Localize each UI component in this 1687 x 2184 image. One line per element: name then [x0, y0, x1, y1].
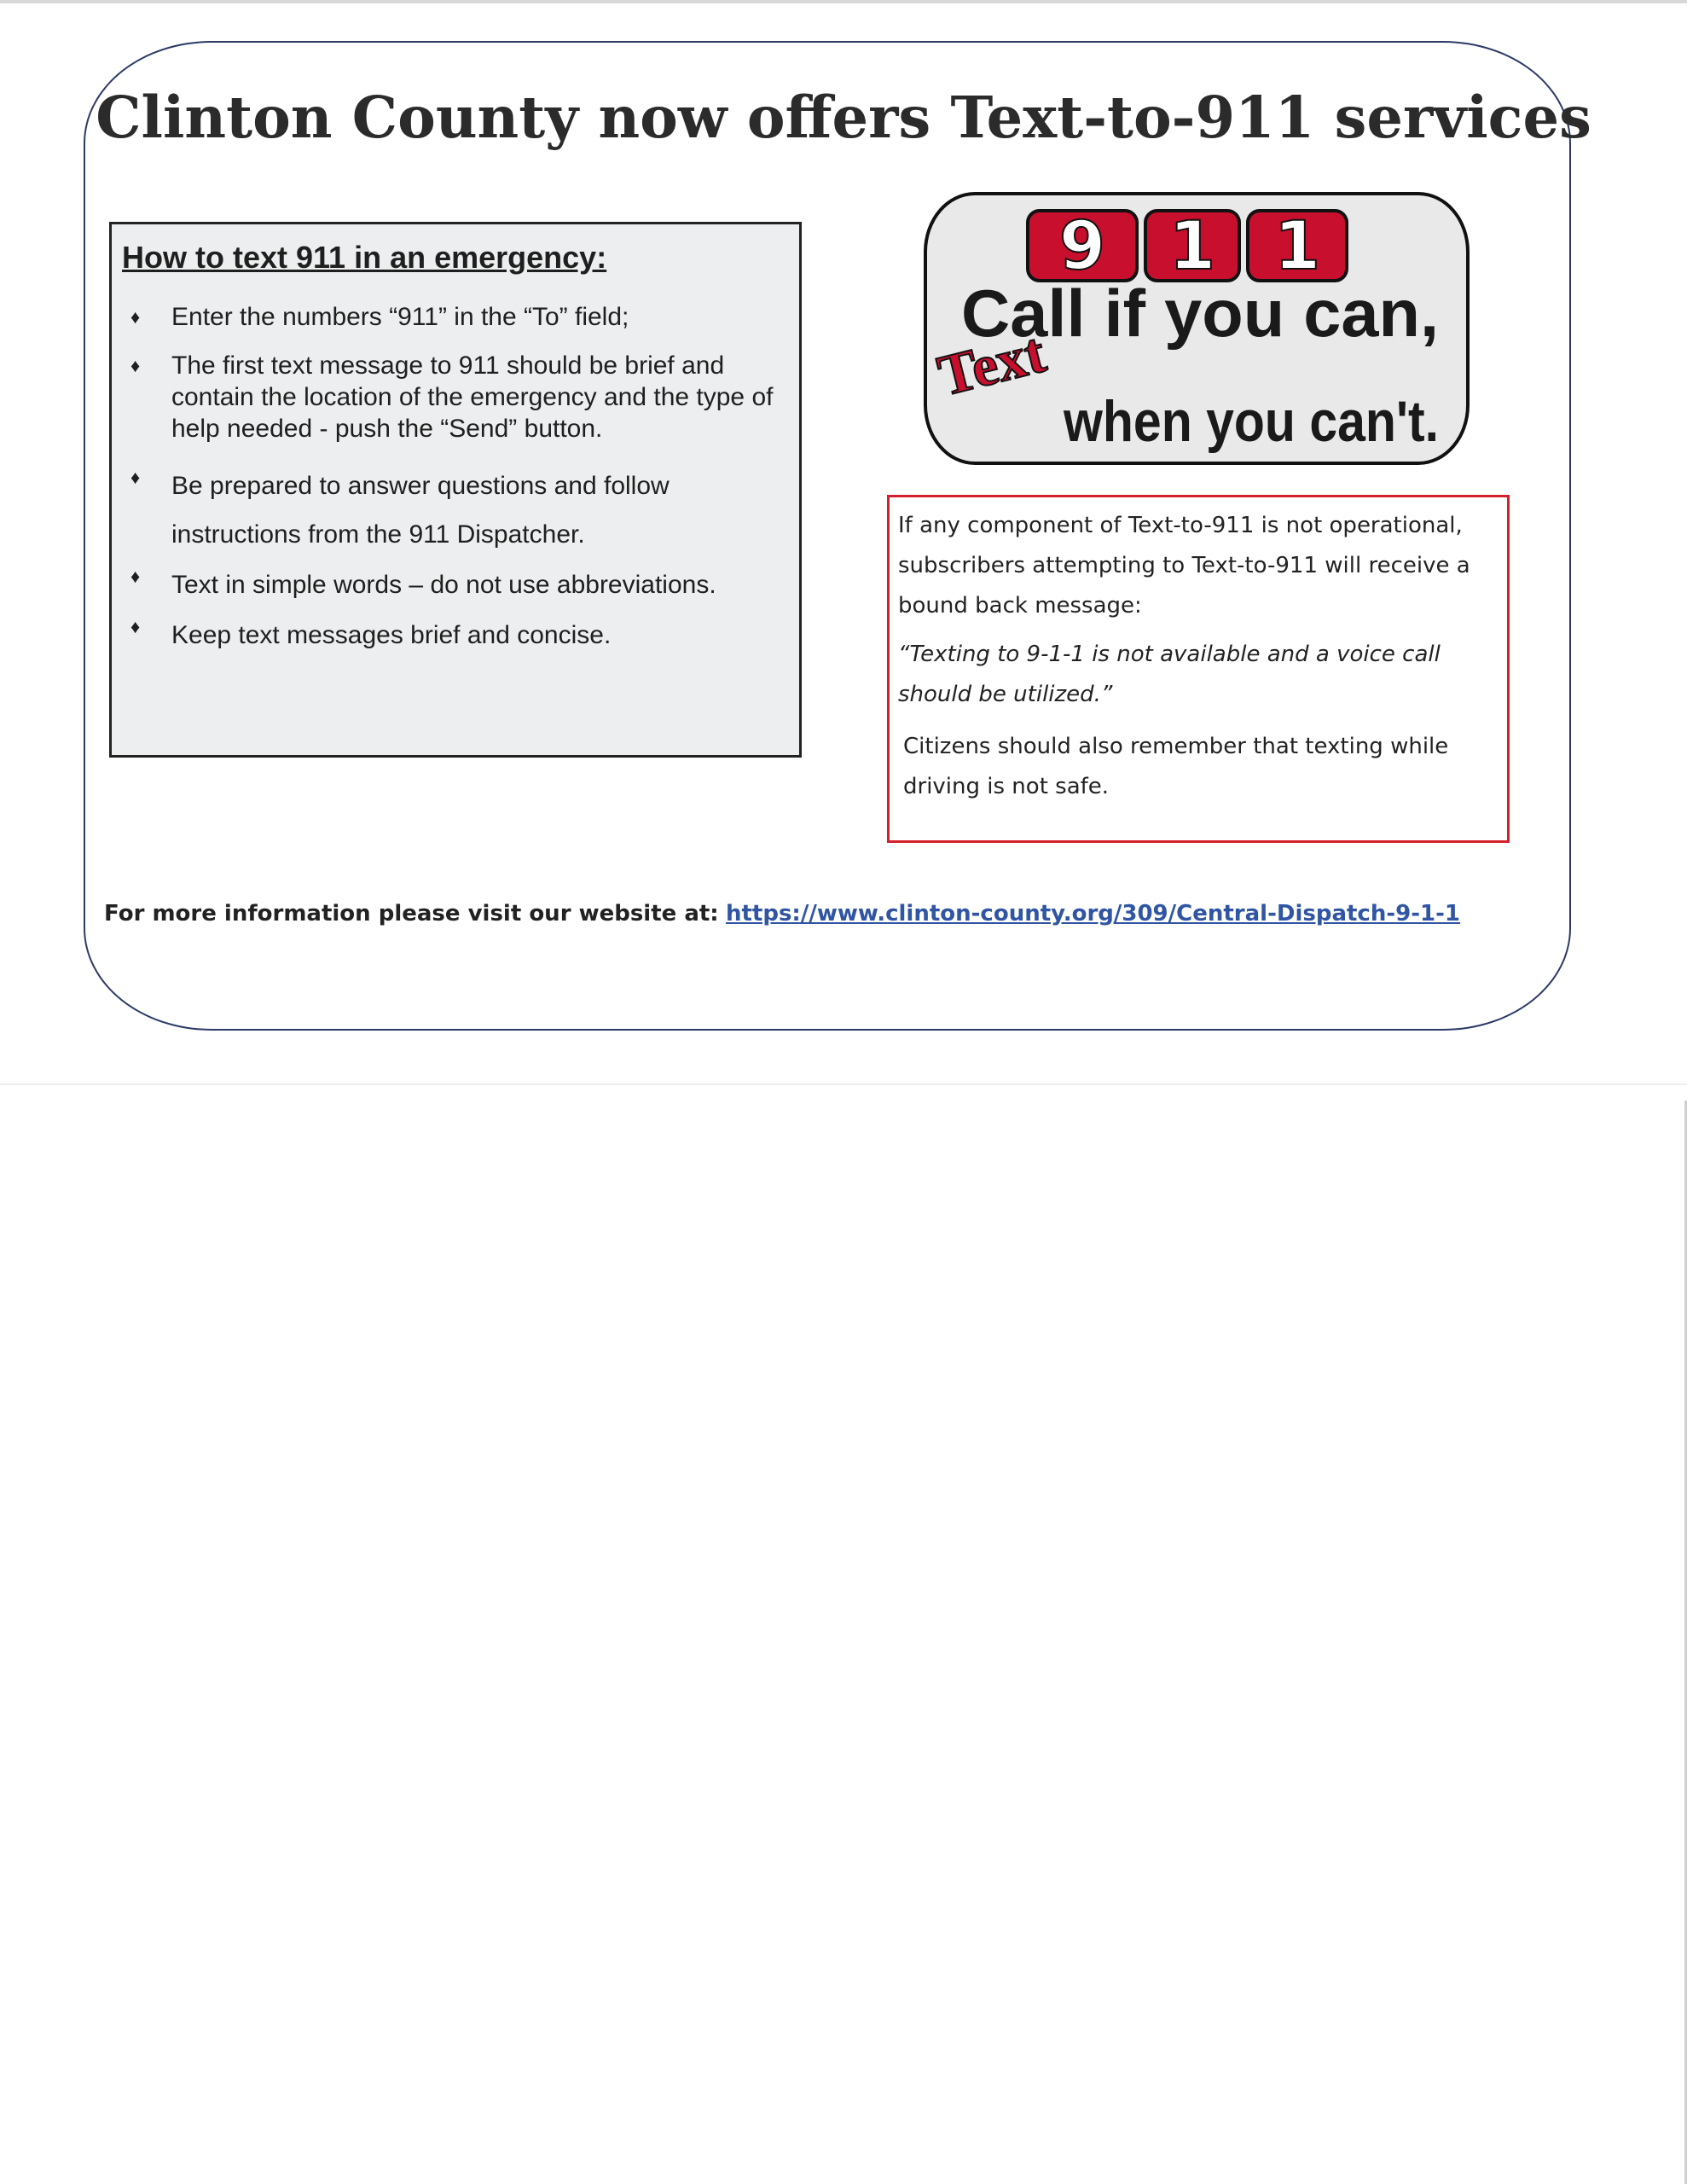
howto-step [122, 301, 784, 333]
logo-text-word: Text [931, 319, 1052, 409]
page-edge-top [0, 0, 1687, 3]
howto-box [109, 222, 802, 758]
call-or-text-911-logo [924, 192, 1470, 465]
notice-paragraph: Citizens should also remember that texting while driving is not safe. [903, 734, 1449, 799]
howto-step-text: Enter the numbers “911” in the “To” field; [171, 303, 629, 331]
svg-text:1: 1 [1273, 208, 1321, 285]
more-info-line [104, 901, 1460, 926]
service-notice-box [887, 495, 1510, 843]
diamond-bullet-icon: ♦ [130, 355, 141, 376]
howto-step [122, 611, 784, 659]
logo-text-line: when you can't. [1063, 389, 1439, 454]
howto-step-text: The first text message to 911 should be brief and contain the location of the emergency and the type of help needed - push the “Send” button. [171, 351, 774, 443]
howto-step-text: Text in simple words – do not use abbreviations. [171, 571, 716, 599]
logo-digit-1a [1145, 208, 1239, 285]
howto-heading: How to text 911 in an emergency: [122, 240, 607, 275]
logo-digit-1b [1248, 208, 1347, 285]
more-info-label: For more information please visit our website at: [104, 901, 719, 926]
bounce-back-quote: “Texting to 9-1-1 is not available and a voice call should be utilized.” [898, 642, 1441, 707]
website-link[interactable]: https://www.clinton-county.org/309/Central-Dispatch-9-1-1 [725, 901, 1460, 926]
notice-paragraph: If any component of Text-to-911 is not operational, subscribers attempting to Text-to-911 will receive a bound back message: [898, 513, 1470, 619]
logo-digit-9 [1028, 208, 1137, 285]
howto-step-text: Be prepared to answer questions and follow instructions from the 911 Dispatcher. [171, 472, 670, 549]
howto-step [122, 462, 784, 559]
page-fold-line [0, 1083, 1687, 1085]
svg-text:1: 1 [1168, 208, 1216, 285]
logo-call-line: Call if you can, [961, 276, 1439, 351]
logo-graphic [927, 195, 1473, 468]
diamond-bullet-icon: ♦ [130, 306, 141, 328]
diamond-bullet-icon: ♦ [130, 566, 141, 587]
howto-step [122, 350, 784, 444]
howto-step-text: Keep text messages brief and concise. [171, 621, 612, 649]
svg-text:9: 9 [1058, 208, 1106, 285]
howto-step [122, 561, 784, 609]
diamond-bullet-icon: ♦ [130, 616, 141, 637]
page-title: Clinton County now offers Text-to-911 services [96, 84, 1591, 151]
diamond-bullet-icon: ♦ [130, 467, 141, 488]
